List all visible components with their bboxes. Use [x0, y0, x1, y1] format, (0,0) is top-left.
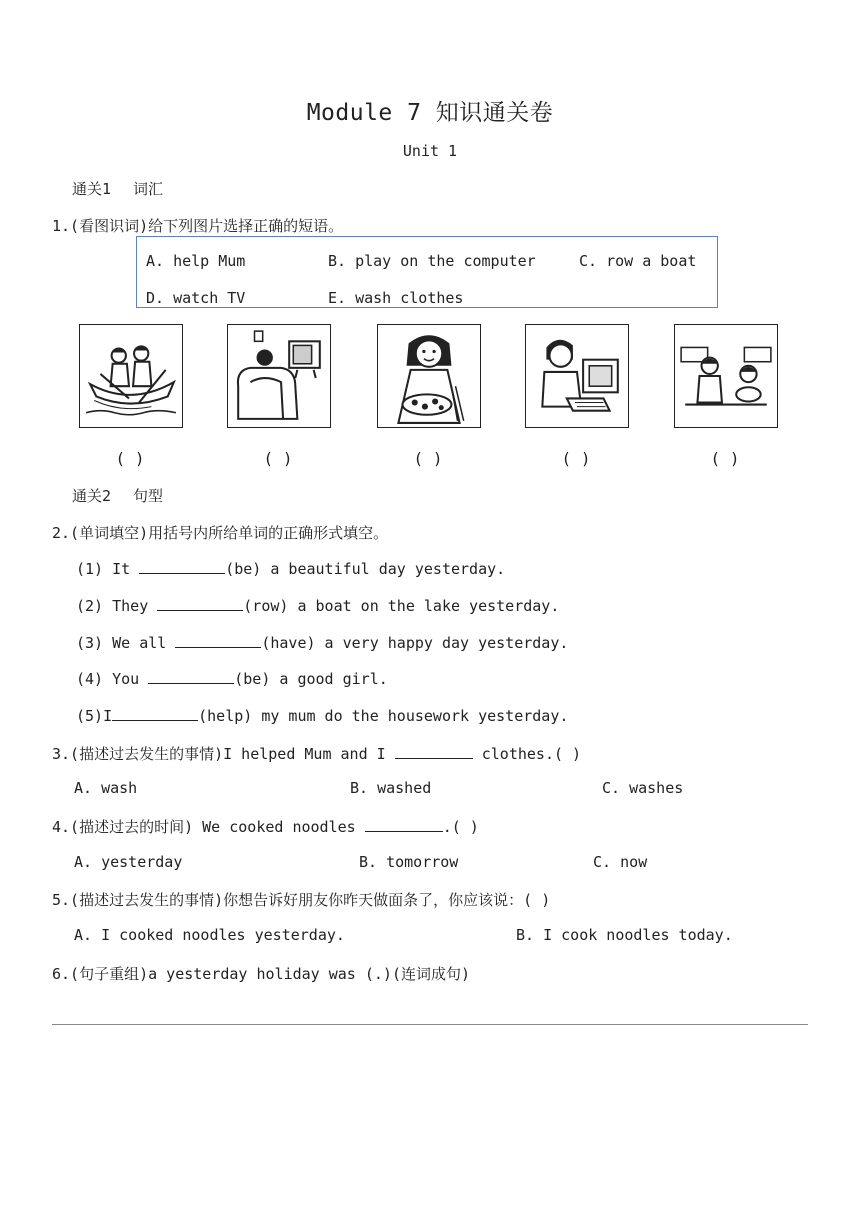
q1-answer-blank-4[interactable]: ( )	[561, 449, 591, 468]
answer-divider-line	[52, 1024, 808, 1025]
computer-icon	[525, 324, 629, 428]
help-mum-icon	[674, 324, 778, 428]
q1-option-c: C. row a boat	[579, 252, 697, 270]
fill-blank[interactable]	[395, 744, 473, 759]
q1-answer-blank-2[interactable]: ( )	[263, 449, 293, 468]
wash-clothes-icon	[377, 324, 481, 428]
section-1-label: 通关1	[72, 180, 112, 198]
q1-option-b: B. play on the computer	[328, 252, 536, 270]
watch-tv-icon	[227, 324, 331, 428]
q5-prompt: 5.(描述过去发生的事情)你想告诉好朋友你昨天做面条了，你应该说：( )	[52, 891, 551, 909]
q2-item-3: (3) We all (have) a very happy day yesterday.	[76, 634, 569, 652]
q1-answer-blank-5[interactable]: ( )	[710, 449, 740, 468]
fill-blank[interactable]	[175, 633, 261, 648]
section-1-name: 词汇	[133, 180, 164, 198]
section-1-heading	[72, 178, 163, 199]
q3-option-b[interactable]: B. washed	[350, 779, 432, 797]
q6-prompt: 6.(句子重组)a yesterday holiday was (.)(连词成句)	[52, 965, 471, 983]
q2-item-5: (5)I (help) my mum do the housework yesterday.	[76, 707, 569, 725]
q2-item-2: (2) They (row) a boat on the lake yesterday.	[76, 597, 560, 615]
row-boat-icon	[79, 324, 183, 428]
q3-option-c[interactable]: C. washes	[602, 779, 684, 797]
page-title: Module 7 知识通关卷	[306, 100, 554, 126]
section-2-heading	[72, 485, 163, 506]
q4-option-b[interactable]: B. tomorrow	[359, 853, 459, 871]
q1-answer-blank-1[interactable]: ( )	[115, 449, 145, 468]
fill-blank[interactable]	[365, 817, 443, 832]
q3-option-a[interactable]: A. wash	[74, 779, 138, 797]
q5-option-a[interactable]: A. I cooked noodles yesterday.	[74, 926, 345, 944]
q1-prompt: 1.(看图识词)给下列图片选择正确的短语。	[52, 217, 344, 235]
q1-option-a: A. help Mum	[146, 252, 246, 270]
q1-answer-blank-3[interactable]: ( )	[413, 449, 443, 468]
q1-option-d: D. watch TV	[146, 289, 246, 307]
q1-option-e: E. wash clothes	[328, 289, 464, 307]
fill-blank[interactable]	[157, 596, 243, 611]
fill-blank[interactable]	[112, 706, 198, 721]
q2-item-4: (4) You (be) a good girl.	[76, 670, 388, 688]
fill-blank[interactable]	[139, 559, 225, 574]
q3-prompt: 3.(描述过去发生的事情)I helped Mum and I clothes.( )	[52, 745, 582, 763]
section-2-name: 句型	[133, 487, 164, 505]
q4-option-a[interactable]: A. yesterday	[74, 853, 183, 871]
unit-subtitle: Unit 1	[402, 142, 458, 160]
fill-blank[interactable]	[148, 669, 234, 684]
q4-option-c[interactable]: C. now	[593, 853, 648, 871]
section-2-label: 通关2	[72, 487, 112, 505]
q5-option-b[interactable]: B. I cook noodles today.	[516, 926, 733, 944]
q2-item-1: (1) It (be) a beautiful day yesterday.	[76, 560, 506, 578]
q2-prompt: 2.(单词填空)用括号内所给单词的正确形式填空。	[52, 524, 389, 542]
q4-prompt: 4.(描述过去的时间) We cooked noodles .( )	[52, 818, 479, 836]
